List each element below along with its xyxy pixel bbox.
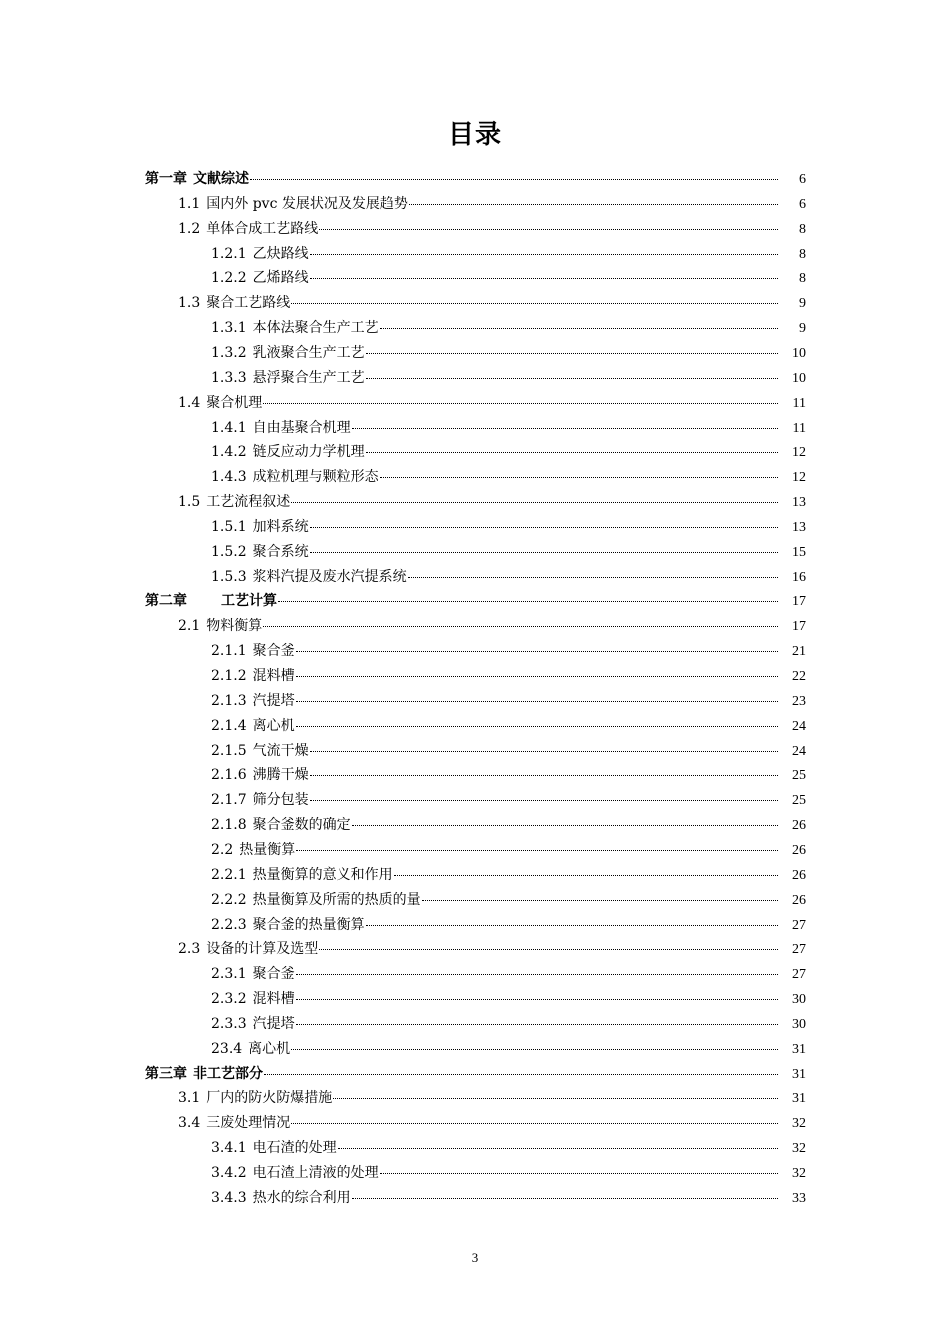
- toc-entry-page: 10: [792, 370, 806, 386]
- toc-leader-dots: [352, 1197, 778, 1199]
- toc-leader-dots: [352, 427, 778, 429]
- toc-entry-label: 自由基聚合机理: [252, 419, 351, 436]
- toc-entry-number: 1.4.1: [211, 419, 247, 436]
- toc-leader-dots: [310, 799, 778, 801]
- toc-entry-label: 国内外 pvc 发展状况及发展趋势: [206, 195, 408, 212]
- toc-entry[interactable]: [211, 689, 806, 714]
- toc-entry-label: 电石渣的处理: [252, 1140, 337, 1157]
- toc-entry[interactable]: [211, 515, 806, 540]
- toc-entry[interactable]: [211, 863, 806, 888]
- page-title: 目录: [447, 120, 502, 150]
- toc-entry[interactable]: [211, 639, 806, 664]
- toc-leader-dots: [296, 650, 778, 652]
- toc-entry[interactable]: [211, 440, 806, 465]
- toc-entry-number: 2.2.2: [211, 891, 247, 908]
- toc-entry[interactable]: [178, 391, 806, 416]
- toc-entry-page: 24: [792, 718, 806, 734]
- toc-entry-label: 聚合釜的热量衡算: [252, 916, 365, 933]
- toc-entry-number: 1.3: [178, 295, 201, 312]
- toc-leader-dots: [310, 526, 778, 528]
- toc-entry-page: 10: [792, 345, 806, 361]
- toc-entry-number: 第一章: [145, 171, 187, 187]
- toc-entry-page: 26: [792, 842, 806, 858]
- toc-entry-page: 27: [792, 967, 806, 983]
- toc-entry-label: 悬浮聚合生产工艺: [252, 369, 365, 386]
- toc-entry[interactable]: [211, 1136, 806, 1161]
- toc-leader-dots: [264, 1073, 778, 1075]
- toc-entry[interactable]: [211, 1161, 806, 1186]
- toc-entry-number: 2.3.2: [211, 991, 247, 1008]
- toc-entry-label: 文献综述: [193, 171, 249, 187]
- toc-leader-dots: [338, 1147, 778, 1149]
- toc-entry[interactable]: [211, 341, 806, 366]
- toc-leader-dots: [380, 476, 778, 478]
- toc-entry-label: 设备的计算及选型: [206, 941, 319, 958]
- toc-entry[interactable]: [211, 763, 806, 788]
- toc-entry-label: 本体法聚合生产工艺: [252, 320, 379, 337]
- toc-entry-number: 2.2: [211, 841, 234, 858]
- toc-entry[interactable]: [211, 962, 806, 987]
- toc-entry-label: 热量衡算: [239, 841, 296, 858]
- toc-entry-number: 2.1.3: [211, 692, 247, 709]
- toc-entry-page: 26: [792, 818, 806, 834]
- toc-leader-dots: [296, 998, 778, 1000]
- toc-entry-label: 成粒机理与颗粒形态: [252, 469, 379, 486]
- toc-entry-label: 热量衡算及所需的热质的量: [252, 891, 421, 908]
- toc-entry-page: 6: [799, 172, 806, 187]
- toc-entry-label: 热水的综合利用: [252, 1189, 351, 1206]
- toc-entry-page: 22: [792, 669, 806, 684]
- toc-entry-page: 9: [799, 321, 806, 337]
- toc-entry-page: 12: [792, 445, 806, 461]
- toc-entry-number: 2.2.1: [211, 866, 247, 883]
- toc-entry-label: 链反应动力学机理: [252, 444, 365, 461]
- toc-leader-dots: [408, 576, 778, 578]
- toc-entry-number: 1.5.1: [211, 518, 247, 535]
- toc-leader-dots: [319, 948, 778, 950]
- toc-entry-number: 3.4.3: [211, 1189, 247, 1206]
- toc-entry-number: 1.2.1: [211, 245, 247, 262]
- toc-entry-number: 1.2.2: [211, 270, 247, 287]
- toc-entry-page: 8: [799, 271, 806, 287]
- toc-entry[interactable]: [178, 291, 806, 316]
- toc-entry-page: 21: [792, 644, 806, 660]
- toc-leader-dots: [296, 675, 778, 677]
- toc-leader-dots: [333, 1097, 778, 1099]
- toc-entry-page: 17: [792, 594, 806, 610]
- toc-entry-page: 30: [792, 992, 806, 1008]
- page-number: 3: [471, 1250, 479, 1265]
- toc-entry-number: 1.4: [178, 394, 201, 411]
- toc-entry[interactable]: [178, 614, 806, 639]
- toc-leader-dots: [366, 451, 778, 453]
- toc-entry-label: 聚合釜数的确定: [252, 817, 351, 834]
- toc-entry-number: 2.1.7: [211, 792, 247, 809]
- toc-entry-number: 2.3: [178, 941, 201, 958]
- toc-entry[interactable]: [211, 714, 806, 739]
- toc-entry-label: 气流干燥: [252, 742, 309, 759]
- toc-entry-number: 2.3.3: [211, 1015, 247, 1032]
- toc-leader-dots: [296, 725, 778, 727]
- toc-entry-label: 物料衡算: [206, 618, 263, 635]
- toc-entry-page: 13: [792, 519, 806, 535]
- toc-leader-dots: [291, 1122, 778, 1124]
- toc-entry-label: 聚合工艺路线: [206, 295, 291, 312]
- toc-entry-number: 2.1.8: [211, 817, 247, 834]
- toc-entry-label: 聚合机理: [206, 394, 263, 411]
- toc-entry-number: 23.4: [211, 1040, 243, 1057]
- toc-entry-number: 1.4.2: [211, 444, 247, 461]
- toc-entry[interactable]: [211, 987, 806, 1012]
- toc-entry-page: 32: [792, 1166, 806, 1181]
- toc-entry-number: 1.3.3: [211, 369, 247, 386]
- toc-entry[interactable]: [211, 1037, 806, 1062]
- toc-entry[interactable]: [211, 1186, 806, 1211]
- toc-entry[interactable]: [145, 589, 806, 614]
- toc-leader-dots: [310, 253, 778, 255]
- toc-entry[interactable]: [145, 1062, 806, 1087]
- toc-entry-label: 乳液聚合生产工艺: [252, 344, 365, 361]
- toc-entry-number: 1.5.3: [211, 568, 247, 585]
- toc-entry[interactable]: [178, 937, 806, 962]
- toc-entry-label: 工艺计算: [221, 593, 277, 610]
- toc-entry-number: 1.2: [178, 220, 201, 237]
- toc-leader-dots: [380, 327, 778, 329]
- toc-entry[interactable]: [211, 416, 806, 441]
- toc-entry[interactable]: [178, 192, 806, 217]
- toc-entry-page: 26: [792, 867, 806, 883]
- toc-leader-dots: [394, 874, 778, 876]
- toc-entry-label: 电石渣上清液的处理: [252, 1165, 379, 1181]
- toc-entry-page: 32: [792, 1116, 806, 1132]
- toc-entry-page: 30: [792, 1016, 806, 1032]
- toc-leader-dots: [366, 377, 778, 379]
- toc-leader-dots: [380, 1172, 778, 1174]
- toc-entry-page: 6: [799, 196, 806, 212]
- toc-leader-dots: [291, 1048, 778, 1050]
- toc-entry-page: 33: [792, 1190, 806, 1206]
- toc-leader-dots: [310, 277, 778, 279]
- toc-entry-label: 汽提塔: [252, 692, 295, 709]
- toc-entry-page: 8: [799, 246, 806, 262]
- toc-entry-number: 第二章: [145, 593, 187, 610]
- toc-entry-page: 11: [792, 420, 806, 436]
- toc-entry-number: 2.1.1: [211, 643, 247, 660]
- toc-entry-label: 厂内的防火防爆措施: [206, 1090, 333, 1107]
- toc-leader-dots: [278, 600, 778, 602]
- toc-entry-number: 2.1.4: [211, 717, 247, 734]
- toc-leader-dots: [263, 625, 778, 627]
- toc-entry-label: 沸腾干燥: [252, 767, 309, 784]
- toc-entry-page: 26: [792, 892, 806, 908]
- toc-entry[interactable]: [211, 788, 806, 813]
- toc-entry[interactable]: [211, 888, 806, 913]
- toc-entry-label: 离心机: [252, 717, 295, 734]
- toc-entry-number: 2.1.2: [211, 668, 247, 684]
- toc-entry-page: 27: [792, 917, 806, 933]
- toc-entry[interactable]: [178, 217, 806, 242]
- toc-entry-label: 加料系统: [252, 518, 309, 535]
- toc-entry-number: 第三章: [145, 1065, 187, 1082]
- toc-entry-page: 12: [792, 470, 806, 486]
- toc-entry[interactable]: [211, 813, 806, 838]
- toc-entry-label: 乙炔路线: [252, 245, 309, 262]
- toc-entry-label: 三废处理情况: [206, 1115, 291, 1132]
- toc-entry-label: 离心机: [248, 1040, 291, 1057]
- toc-leader-dots: [296, 1023, 778, 1025]
- toc-entry-number: 1.5.2: [211, 543, 247, 560]
- toc-entry-label: 混料槽: [252, 991, 295, 1008]
- toc-entry-page: 25: [792, 768, 806, 784]
- toc-leader-dots: [366, 352, 778, 354]
- toc-entry-label: 单体合成工艺路线: [206, 220, 319, 237]
- toc-entry-label: 非工艺部分: [193, 1065, 263, 1082]
- toc-leader-dots: [319, 228, 778, 230]
- toc-entry[interactable]: [178, 490, 806, 515]
- toc-leader-dots: [291, 302, 778, 304]
- toc-entry[interactable]: [211, 266, 806, 291]
- toc-leader-dots: [296, 973, 778, 975]
- toc-leader-dots: [296, 849, 778, 851]
- toc-entry-label: 乙烯路线: [252, 270, 309, 287]
- toc-entry[interactable]: [211, 565, 806, 590]
- toc-leader-dots: [310, 774, 778, 776]
- toc-leader-dots: [250, 178, 778, 180]
- toc-entry-label: 汽提塔: [252, 1015, 295, 1032]
- toc-entry-label: 聚合釜: [252, 966, 295, 983]
- toc-entry-number: 1.4.3: [211, 469, 247, 486]
- toc-entry-label: 聚合釜: [252, 643, 295, 660]
- toc-entry-page: 27: [792, 942, 806, 958]
- toc-entry[interactable]: [211, 838, 806, 863]
- toc-entry-label: 热量衡算的意义和作用: [252, 866, 393, 883]
- toc-entry-page: 11: [792, 395, 806, 411]
- toc-leader-dots: [310, 551, 778, 553]
- toc-entry-number: 1.5: [178, 494, 201, 511]
- toc-entry-number: 2.1.6: [211, 767, 247, 784]
- toc-entry-page: 24: [792, 743, 806, 759]
- toc-entry-label: 聚合系统: [252, 543, 309, 560]
- toc-entry[interactable]: [211, 540, 806, 565]
- toc-leader-dots: [296, 700, 778, 702]
- toc-entry-page: 9: [799, 296, 806, 312]
- toc-entry-number: 1.3.2: [211, 344, 247, 361]
- toc-entry[interactable]: [211, 913, 806, 938]
- toc-entry[interactable]: [211, 316, 806, 341]
- toc-entry-label: 混料槽: [252, 668, 295, 684]
- toc-entry[interactable]: [145, 167, 806, 192]
- toc-leader-dots: [422, 899, 778, 901]
- toc-entry[interactable]: [211, 1012, 806, 1037]
- toc-entry-number: 3.4.2: [211, 1165, 247, 1181]
- toc-leader-dots: [409, 203, 778, 205]
- toc-entry[interactable]: [178, 1086, 806, 1111]
- toc-entry-number: 3.4.1: [211, 1140, 247, 1157]
- toc-entry-page: 16: [792, 569, 806, 585]
- toc-entry-number: 1.3.1: [211, 320, 247, 337]
- toc-leader-dots: [263, 402, 778, 404]
- toc-entry-page: 25: [792, 793, 806, 809]
- toc-entry-label: 筛分包装: [252, 792, 309, 809]
- toc-entry-number: 1.1: [178, 195, 201, 212]
- toc-entry[interactable]: [211, 664, 806, 689]
- toc-leader-dots: [366, 924, 778, 926]
- toc-entry[interactable]: [211, 366, 806, 391]
- toc-entry-number: 2.2.3: [211, 916, 247, 933]
- toc-entry-number: 2.1.5: [211, 742, 247, 759]
- toc-entry-page: 31: [792, 1066, 806, 1082]
- toc-entry-page: 31: [792, 1041, 806, 1057]
- toc-entry-page: 17: [792, 619, 806, 635]
- toc-entry-page: 15: [792, 544, 806, 560]
- toc-entry[interactable]: [211, 739, 806, 764]
- toc-entry-page: 8: [799, 221, 806, 237]
- toc-entry[interactable]: [178, 1111, 806, 1136]
- toc-entry-page: 32: [792, 1141, 806, 1157]
- toc-entry-number: 3.1: [178, 1090, 201, 1107]
- toc-entry-page: 31: [792, 1091, 806, 1107]
- toc-leader-dots: [310, 750, 778, 752]
- toc-leader-dots: [352, 824, 778, 826]
- toc-leader-dots: [291, 501, 778, 503]
- toc-entry-page: 13: [792, 495, 806, 511]
- toc-entry-label: 浆料汽提及废水汽提系统: [252, 568, 407, 585]
- toc-entry-page: 23: [792, 693, 806, 709]
- toc-entry-label: 工艺流程叙述: [206, 494, 291, 511]
- toc-entry-number: 3.4: [178, 1115, 201, 1132]
- toc-entry-number: 2.1: [178, 618, 201, 635]
- toc-entry-number: 2.3.1: [211, 966, 247, 983]
- toc-entry[interactable]: [211, 242, 806, 267]
- toc-entry[interactable]: [211, 465, 806, 490]
